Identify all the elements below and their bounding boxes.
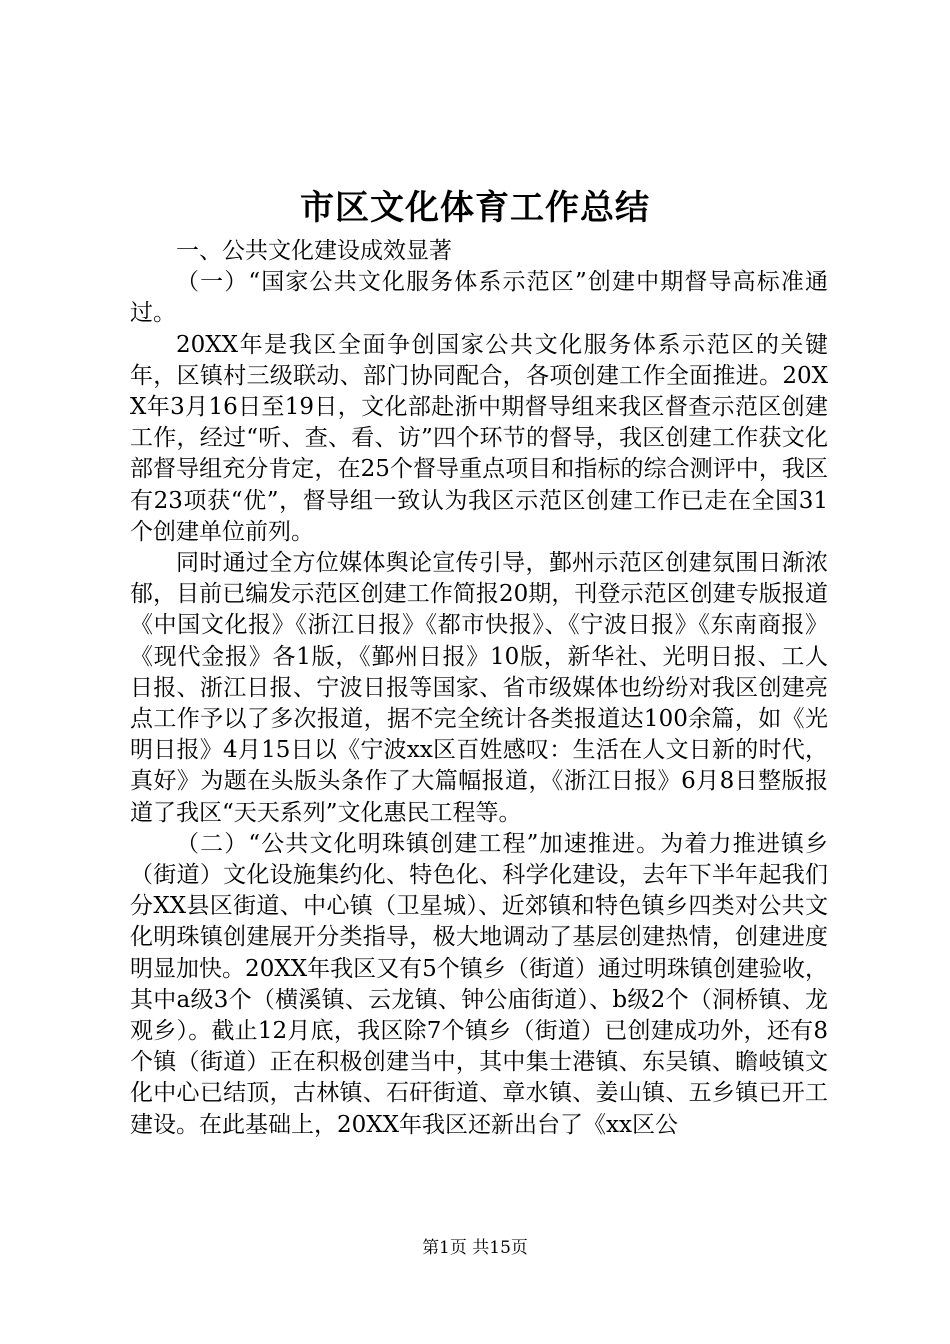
subsection-heading: （一）“国家公共文化服务体系示范区”创建中期督导高标准通过。 bbox=[130, 269, 828, 327]
body-paragraph: 20XX年是我区全面争创国家公共文化服务体系示范区的关键年，区镇村三级联动、部门协同配合，各项创建工作全面推进。20XX年3月16日至19日，文化部赴浙中期督导组来我区督查示范区创建工作，经过“听、查、看、访”四个环节的督导，我区创建工作获文化部督导组充分肯定，在25个督导重点项目和指标的综合测评中，我区有23项获“优”，督导组一致认为我区示范区创建工作已走在全国31个创建单位前列。 bbox=[130, 331, 828, 545]
body-paragraph: 同时通过全方位媒体舆论宣传引导，鄞州示范区创建氛围日渐浓郁，目前已编发示范区创建工作简报20期，刊登示范区创建专版报道《中国文化报》《浙江日报》《都市快报》、《宁波日报》《东南商报》《现代金报》各1版，《鄞州日报》10版，新华社、光明日报、工人日报、浙江日报、宁波日报等国家、省市级媒体也纷纷对我区创建亮点工作予以了多次报道，据不完全统计各类报道达100余篇，如《光明日报》4月15日以《宁波xx区百姓感叹：生活在人文日新的时代，真好》为题在头版头条作了大篇幅报道，《浙江日报》6月8日整版报道了我区“天天系列”文化惠民工程等。 bbox=[130, 550, 828, 826]
body-paragraph: （二）“公共文化明珠镇创建工程”加速推进。为着力推进镇乡（街道）文化设施集约化、特色化、科学化建设，去年下半年起我们分XX县区街道、中心镇（卫星城）、近郊镇和特色镇乡四类对公共文化明珠镇创建展开分类指导，极大地调动了基层创建热情，创建进度明显加快。20XX年我区又有5个镇乡（街道）通过明珠镇创建验收，其中a级3个（横溪镇、云龙镇、钟公庙街道）、b级2个（洞桥镇、龙观乡）。截止12月底，我区除7个镇乡（街道）已创建成功外，还有8个镇（街道）正在积极创建当中，其中集士港镇、东吴镇、瞻岐镇文化中心已结顶，古林镇、石矸街道、章水镇、姜山镇、五乡镇已开工建设。在此基础上，20XX年我区还新出台了《xx区公 bbox=[130, 830, 828, 1138]
section-heading: 一、公共文化建设成效显著 bbox=[176, 238, 452, 264]
document-title: 市区文化体育工作总结 bbox=[300, 188, 650, 228]
document-body bbox=[130, 236, 828, 1141]
page-footer: 第1页 共15页 bbox=[422, 1238, 528, 1258]
